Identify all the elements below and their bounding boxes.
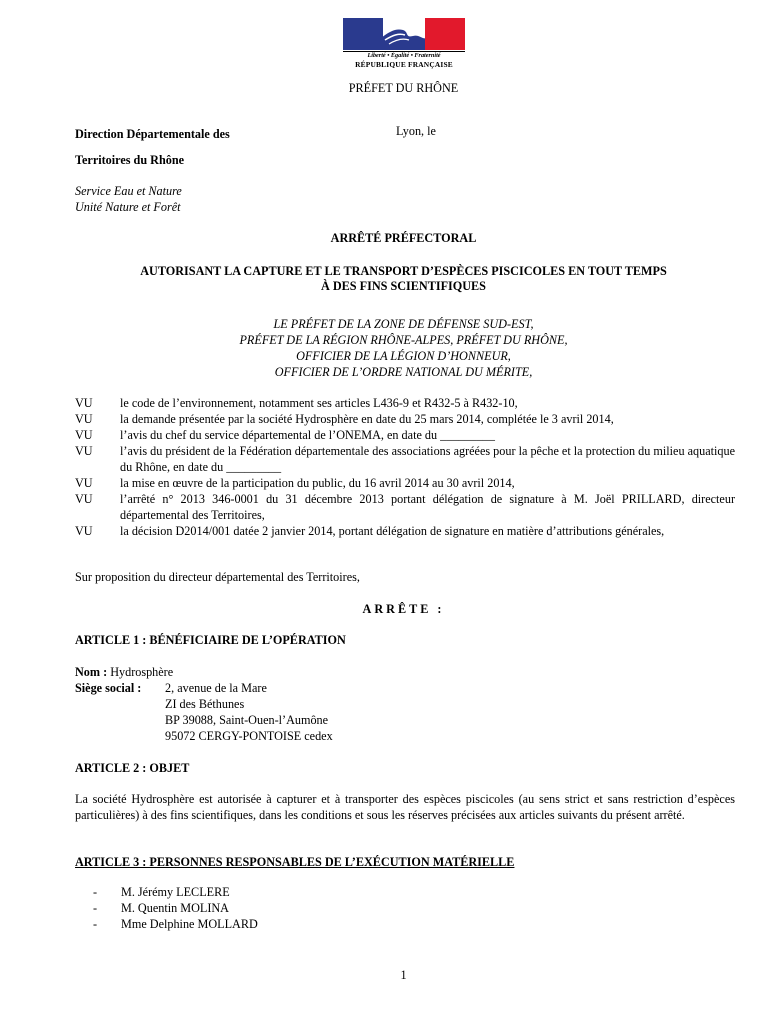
vu-text: la demande présentée par la société Hydrosphère en date du 25 mars 2014, complétée le 3 avril 2014, — [120, 412, 614, 426]
place-date: Lyon, le — [396, 124, 436, 138]
article2-text: La société Hydrosphère est autorisée à capturer et à transporter des espèces piscicoles (au sens strict et sans restriction d’espèces particulières) à des fins scientifiques, dans les conditions et sous les réserves précisées aux articles suivants du présent arrêté. — [75, 792, 735, 822]
logo-republic: RÉPUBLIQUE FRANÇAISE — [355, 60, 453, 69]
vu-list — [75, 395, 735, 539]
list-dash: - — [93, 901, 98, 915]
address-line: 95072 CERGY-PONTOISE cedex — [165, 729, 333, 743]
vu-key: VU — [75, 476, 93, 490]
list-item — [93, 900, 493, 916]
authority-line: OFFICIER DE LA LÉGION D’HONNEUR, — [296, 349, 511, 363]
nom-value: Hydrosphère — [110, 665, 174, 679]
marianne-profile-icon — [383, 18, 425, 50]
vu-key: VU — [75, 444, 93, 458]
vu-item — [75, 491, 735, 523]
unit-name: Unité Nature et Forêt — [75, 200, 181, 214]
logo-motto: Liberté • Égalité • Fraternité — [343, 51, 465, 60]
arrete-decision: ARRÊTE : — [362, 602, 445, 616]
vu-key: VU — [75, 492, 93, 506]
list-dash: - — [93, 885, 98, 899]
address-line: BP 39088, Saint-Ouen-l’Aumône — [165, 713, 329, 727]
vu-key: VU — [75, 396, 93, 410]
list-item — [93, 916, 493, 932]
vu-item — [75, 411, 735, 427]
vu-text: l’avis du président de la Fédération départementale des associations agréées pour la pêche et la protection du milieu aquatique du Rhône, en date du _________ — [120, 444, 735, 474]
vu-item — [75, 427, 735, 443]
beneficiary-name — [75, 664, 173, 680]
proposition-text: Sur proposition du directeur départemental des Territoires, — [75, 570, 360, 584]
siege-social — [75, 680, 475, 744]
arrete-title: ARRÊTÉ PRÉFECTORAL — [330, 231, 477, 245]
direction-line1: Direction Départementale des — [75, 127, 230, 141]
article1-heading: ARTICLE 1 : BÉNÉFICIAIRE DE L’OPÉRATION — [75, 633, 346, 647]
vu-item — [75, 475, 735, 491]
person-name: Mme Delphine MOLLARD — [121, 917, 258, 931]
subtitle-line1: AUTORISANT LA CAPTURE ET LE TRANSPORT D’ESPÈCES PISCICOLES EN TOUT TEMPS — [140, 264, 667, 278]
article2-heading: ARTICLE 2 : OBJET — [75, 761, 190, 775]
list-item — [93, 884, 493, 900]
authority-line: PRÉFET DE LA RÉGION RHÔNE-ALPES, PRÉFET DU RHÔNE, — [239, 333, 568, 347]
vu-item — [75, 523, 735, 539]
republique-logo — [343, 18, 465, 69]
list-dash: - — [93, 917, 98, 931]
vu-text: l’avis du chef du service départemental de l’ONEMA, en date du _________ — [120, 428, 495, 442]
vu-text: le code de l’environnement, notamment ses articles L436-9 et R432-5 à R432-10, — [120, 396, 518, 410]
prefet-title: PRÉFET DU RHÔNE — [348, 81, 459, 95]
vu-key: VU — [75, 412, 93, 426]
authority-line: LE PRÉFET DE LA ZONE DE DÉFENSE SUD-EST, — [273, 317, 534, 331]
address-line: ZI des Béthunes — [165, 697, 245, 711]
vu-key: VU — [75, 524, 93, 538]
authority-line: OFFICIER DE L’ORDRE NATIONAL DU MÉRITE, — [274, 365, 533, 379]
persons-list — [93, 884, 493, 932]
direction-line2: Territoires du Rhône — [75, 153, 185, 167]
page-number: 1 — [400, 968, 407, 982]
subtitle-line2: À DES FINS SCIENTIFIQUES — [321, 279, 486, 293]
vu-key: VU — [75, 428, 93, 442]
article3-heading: ARTICLE 3 : PERSONNES RESPONSABLES DE L’EXÉCUTION MATÉRIELLE — [75, 855, 515, 869]
tricolor-flag — [343, 18, 465, 50]
vu-item — [75, 443, 735, 475]
vu-item — [75, 395, 735, 411]
siege-label: Siège social : — [75, 681, 142, 695]
person-name: M. Jérémy LECLERE — [121, 885, 230, 899]
nom-label: Nom : — [75, 665, 108, 679]
authority-block — [0, 316, 770, 380]
vu-text: la mise en œuvre de la participation du public, du 16 avril 2014 au 30 avril 2014, — [120, 476, 515, 490]
vu-text: l’arrêté n° 2013 346-0001 du 31 décembre 2013 portant délégation de signature à M. Joël PRILLARD, directeur départemental des Territoires, — [120, 492, 735, 522]
service-name: Service Eau et Nature — [75, 184, 182, 198]
vu-text: la décision D2014/001 datée 2 janvier 2014, portant délégation de signature en matière d’attributions générales, — [120, 524, 665, 538]
address-line: 2, avenue de la Mare — [165, 681, 267, 695]
person-name: M. Quentin MOLINA — [121, 901, 229, 915]
